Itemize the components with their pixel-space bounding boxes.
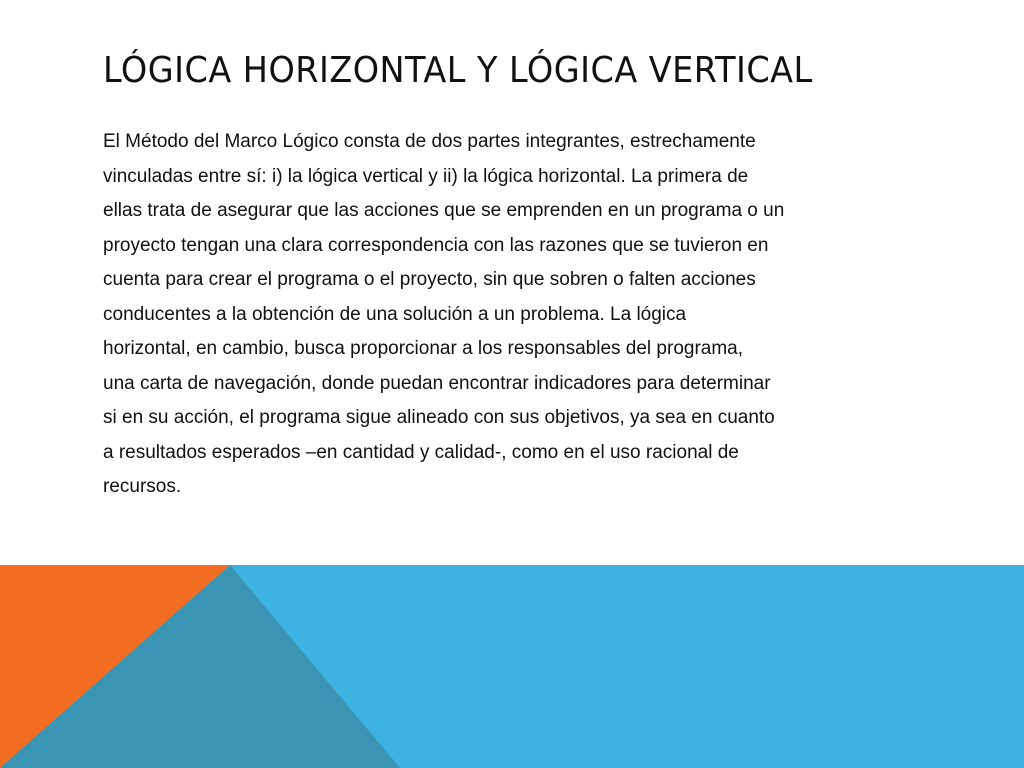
body-line: El Método del Marco Lógico consta de dos partes integrantes, estrechamente bbox=[103, 131, 756, 152]
body-line: recursos. bbox=[103, 476, 182, 497]
body-line: a resultados esperados –en cantidad y calidad-, como en el uso racional de bbox=[103, 441, 739, 463]
body-line: una carta de navegación, donde puedan encontrar indicadores para determinar bbox=[103, 372, 771, 394]
body-line: ellas trata de asegurar que las acciones que se emprenden en un programa o un bbox=[103, 200, 785, 221]
slide-body bbox=[103, 125, 863, 505]
slide-title: LÓGICA HORIZONTAL Y LÓGICA VERTICAL bbox=[103, 50, 813, 91]
body-line: conducentes a la obtención de una solución a un problema. La lógica bbox=[103, 303, 687, 325]
body-line: horizontal, en cambio, busca proporcionar a los responsables del programa, bbox=[103, 338, 744, 359]
body-line: si en su acción, el programa sigue alineado con sus objetivos, ya sea en cuanto bbox=[103, 407, 775, 428]
body-line: vinculadas entre sí: i) la lógica vertical y ii) la lógica horizontal. La primera de bbox=[103, 165, 749, 187]
decorative-color-band bbox=[0, 565, 1024, 768]
body-line: cuenta para crear el programa o el proyecto, sin que sobren o falten acciones bbox=[103, 269, 756, 290]
body-line: proyecto tengan una clara correspondencia con las razones que se tuvieron en bbox=[103, 234, 769, 256]
